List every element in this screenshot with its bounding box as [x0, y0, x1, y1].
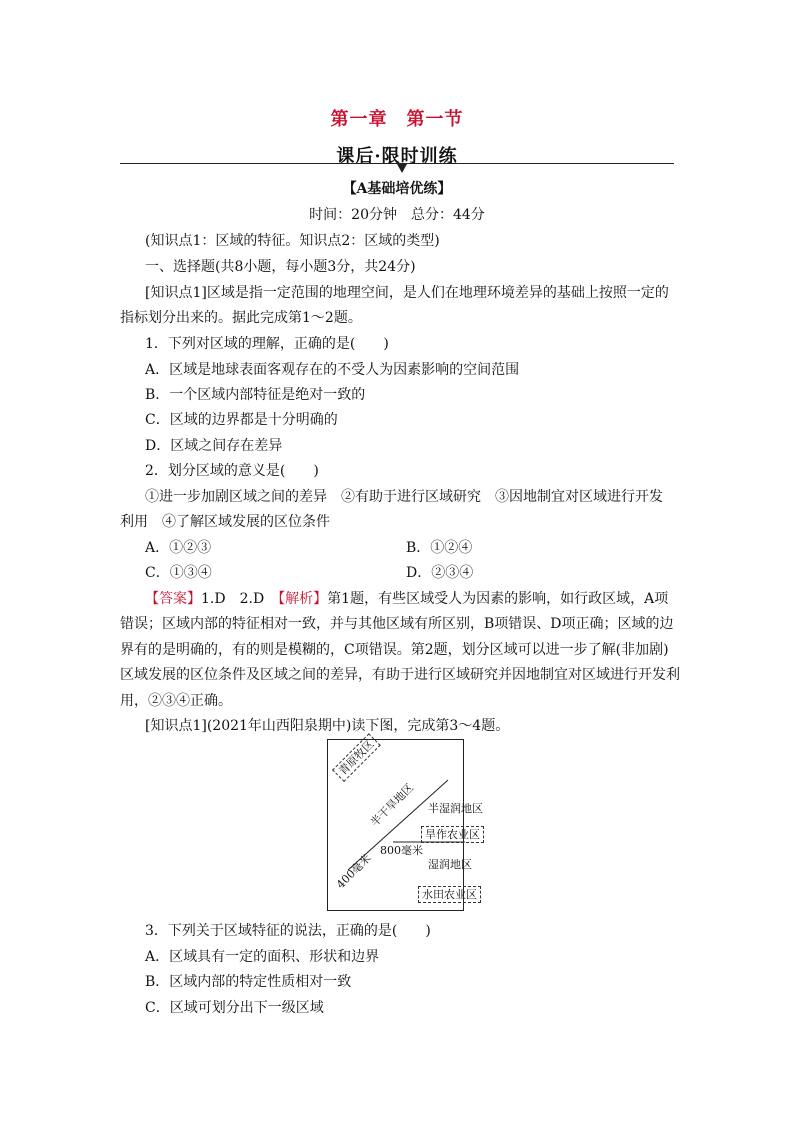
q2-line1: ①进一步加剧区域之间的差异 ②有助于进行区域研究 ③因地制宜对区域进行开发	[145, 489, 663, 505]
label-semihumid: 半湿润地区	[428, 802, 483, 815]
time-score: 时间：20分钟 总分：44分	[309, 207, 485, 223]
q3-option-c: C．区域可划分出下一级区域	[145, 1000, 324, 1016]
intro2: [知识点1](2021年山西阳泉期中)读下图，完成第3～4题。	[145, 718, 510, 734]
answer-value: 1.D 2.D	[201, 591, 279, 607]
q3-option-a: A．区域具有一定的面积、形状和边界	[145, 949, 380, 965]
label-800mm: 800毫米	[380, 844, 423, 857]
q1-option-c: C．区域的边界都是十分明确的	[145, 412, 338, 428]
q2-line2: 利用 ④了解区域发展的区位条件	[120, 514, 330, 530]
q2-option-c: C．①③④	[145, 565, 212, 581]
intro1-line2: 指标划分出来的。据此完成第1～2题。	[120, 310, 362, 326]
q3-stem: 3．下列关于区域特征的说法，正确的是( )	[145, 923, 431, 939]
label-400mm: 400毫米	[334, 851, 374, 892]
q2-stem: 2．划分区域的意义是( )	[145, 463, 319, 479]
q1-option-d: D．区域之间存在差异	[145, 438, 283, 454]
label-dryfarm: 旱作农业区	[421, 826, 484, 843]
answer-line4: 区域发展的区位条件及区域之间的差异，有助于进行区域研究并因地制宜对区域进行开发利	[120, 667, 680, 683]
answer-line1	[145, 590, 668, 608]
region-diagram	[327, 737, 483, 911]
q1-option-b: B．一个区域内部特征是绝对一致的	[145, 387, 366, 403]
analysis-text: 第1题，有些区域受人为因素的影响，如行政区域，A项	[327, 591, 669, 607]
label-humid: 湿润地区	[428, 858, 472, 871]
q2-option-d: D．②③④	[406, 565, 474, 581]
label-pastoral: 青原牧区	[332, 733, 381, 782]
q1-stem: 1．下列对区域的理解，正确的是( )	[145, 336, 389, 352]
section-heading: 【A基础培优练】	[342, 181, 452, 197]
q1-option-a: A．区域是地球表面客观存在的不受人为因素影响的空间范围	[145, 362, 520, 378]
section-one-title: 一、选择题(共8小题，每小题3分，共24分)	[145, 259, 416, 275]
answer-line3: 界有的是明确的，有的则是模糊的，C项错误。第2题，划分区域可以进一步了解(非加剧)	[120, 642, 669, 658]
intro1-line1: [知识点1]区域是指一定范围的地理空间，是人们在地理环境差异的基础上按照一定的	[145, 285, 669, 301]
analysis-tag: 【解析】	[278, 591, 328, 607]
rule-marker	[397, 164, 407, 173]
label-paddy: 水田农业区	[418, 886, 481, 903]
knowledge-note: (知识点1：区域的特征。知识点2：区域的类型)	[145, 233, 440, 249]
answer-line5: 用，②③④正确。	[120, 693, 232, 709]
q2-option-b: B．①②④	[406, 540, 473, 556]
q2-option-a: A．①②③	[145, 540, 212, 556]
label-semiarid: 半干旱地区	[368, 781, 417, 830]
q3-option-b: B．区域内部的特定性质相对一致	[145, 974, 352, 990]
chapter-title: 第一章 第一节	[330, 109, 464, 130]
answer-tag: 【答案】	[145, 591, 201, 607]
page-subtitle: 课后·限时训练	[336, 146, 458, 167]
answer-line2: 错误；区域内部的特征相对一致，并与其他区域有所区别，B项错误、D项正确；区域的边	[120, 616, 674, 632]
